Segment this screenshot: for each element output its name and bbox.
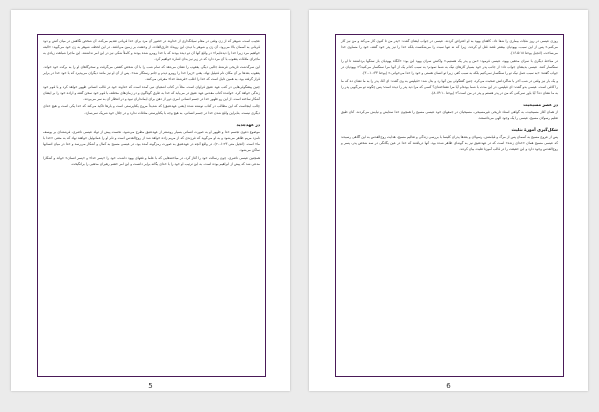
paragraph: در مباحثهٔ دیگری با سران مذهبی یهود، عیسی فرمود: «من و پدر یک هستیم.» واکنش سران یهود این بود: «آنگاه یهودیان باز سنگها برداشتند تا او را سنگسار کنند. عیسی بدیشان جواب داد: از جانب پدر خود بسیار کارهای نیک به شما نمودم؛ به سبب کدام یک از آنها مرا سنگسار می‌کنید؟» یهودیان در جواب گفتند: «به سبب عمل نیک تو را سنگسار نمی‌کنیم بلکه به سبب کفر، زیرا تو انسان هستی و خود را خدا می‌خوانی.» (یوحنا ۱۰:۳۳-۳۰).	[341, 58, 558, 75]
paragraph: پس از عروج مسیح به آسمان پس از مرگ و قیامتش، رسولان و بعدها پدران کلیسا با بررسی زندگی و تعالیم مسیح، هدایت روح‌القدس به این آگاهی رسیدند که عیسی مسیح همان «خدای زنده» است که در عهدعتیق نیز به گونه‌ای ظاهر شده بود. آنها دریافتند که خدا در عین یگانگی در سه شخص پدر، پسر و روح‌القدس وجود دارد و این حقیقت را در قالب آموزهٔ تثلیث بیان کردند.	[341, 135, 558, 152]
section-heading: در عهدجدید	[236, 121, 260, 127]
paragraph: روزی عیسی در روز شبّات بیماری را شفا داد. کاهنان یهود به او اعتراض کردند. عیسی در جواب ایشان گفت: «پدر من تا کنون کار می‌کند و من نیز کار می‌کنم.» پس از این سبب، یهودیان بیشتر قصد قتل او کردند، زیرا که نه تنها سبت را می‌شکست بلکه خدا را نیز پدر خود گفته، خود را مساوی خدا می‌ساخت. (انجیل یوحنا ۵:۱۸-۱۶).	[341, 39, 558, 56]
section-heading: در عصر مسیحیت	[523, 101, 558, 107]
page-5-text-frame	[37, 34, 266, 377]
paragraph: موضوع دعوی تجسم خدا و ظهور او به صورت انسانی بسیار روشنتر از عهدعتیق مطرح می‌شود. نخست پیش از تولد عیسی ناصری، فرشته‌ای بر یوسف نامزد مریم ظاهر می‌شود و به او می‌گوید که فرزندی که از مریم زاده خواهد شد از روح‌القدس است و نام او را عمانوئیل خواهند نهاد که به معنی «خدا با ما» است. (انجیل متی ۱:۲۳-۲۰). در واقع آنچه در عهدعتیق به صورت رمزگونه آمده بود، در عیسی مسیح به کمال و آشکار می‌رسد و خدا در میان انسانها ساکن می‌شود.	[43, 129, 260, 152]
paragraph: چالب اینجاست که این مطالب در کتاب نوشته شده (یعنی عهدعتیق) که شدیداً مروج یکتاپرستی است و بارها تاکید می‌کند که خدا یکی است و هیچ خدای دیگری نیست. بنابراین واقع شدن خدا در جسم انسانی، به هیچ وجه با یکتاپرستی منافات ندارد و در جلال خود شریک نمی‌سازد.	[43, 104, 260, 115]
page-number: 5	[148, 382, 153, 390]
paragraph: چنین پیشگوئی‌هایی در کتب عهد عتیق فراوان است. مثلاً در کتاب اشعیای نبی آمده است که خداوند خود در قالب انسانی ظهور خواهد کرد و با قوم خود زندگی خواهد کرد. خواننده کتاب مقدس عهد عتیق در می‌یابد که خدا به طرق گوناگون و در زمان‌های مختلف با قوم خود سخن گفته و اراده خود را بر ایشان آشکار ساخته است. از این رو ظهور خدا در جسم انسانی امری دور از ذهن برای ایمانداران نبود و در انتظار آن به سر می‌بردند.	[43, 84, 260, 101]
paragraph: عجیب است، شوهر که از زن وفتی در مقام سیانگذاری از خداوند در حضور آن مرد برای خدا قربانی تقدیم می‌کند، آن شخص نگاهش در میان آتش و دود قربانی به آسمان بالا می‌رود. آن زن و شوهر با دیدن این رویداد خارق‌العاده، از وحشت بر زمین می‌افتند. در این لحظه، شوهر به زن خود می‌گوید: «البته خواهیم مرد زیرا خدا را دیده‌ایم!» در واقع آنها آن دو دیده بودند که با خدا روبرو شده بودند و کاملاً شکی نیز در این امر نداشتند. این ماجرا شباهت زیادی به ماجرای ملاقات یعقوب با آن مرد دارد که در زیر نیز بدان اشاره خواهیم کرد.	[43, 39, 260, 62]
paragraph: همچنین عیسی ناصری، چون رسالت خود را آغاز کرد، در مباحثه‌هایی که با علما و فقهای یهود داشت، خود را «پسر خدا» و «پسر انسان» خواند و آشکارا مدعی شد که پیش از ابراهیم بوده است. به این ترتیب او خود را با خدای یگانه برابر دانست و این امر خشم رهبران مذهبی را برانگیخت.	[43, 155, 260, 166]
page-5	[11, 10, 290, 391]
section-heading: شکل‌گیری آموزهٔ تثلیث	[511, 127, 558, 133]
page-6	[309, 10, 588, 391]
paragraph: و یک بار نیز وقتی در شب آخر با شاگردانش صحبت می‌کرد، چنین گفتگوئی بین آنها رد و بدل شد: «فیلپس به وی گفت: ای آقا، پدر را به ما نشان ده که ما را کافی است. عیسی بدو گفت: ای فیلپس، در این مدت با شما بوده‌ام آیا مرا نشناخته‌ای؟ کسی که مرا دید پدر را دیده است؛ پس چگونه تو می‌گویی پدر را به ما نشان ده؟ آیا باور نمی‌کنی که من در پدر هستم و پدر در من است؟» (یوحنا ۱۴:۱۰-۸).	[341, 78, 558, 95]
page-number: 6	[446, 382, 451, 390]
page-6-text-frame	[335, 34, 564, 377]
paragraph: این سرگذشت تاریخی فرشتهٔ جالبی دیگر، یعقوب را نشان می‌دهد که تمام شب را با آن شخص کشتی می‌گرفت و سحرگاهان او را به برکت خود خواند. یعقوب بعدها بر آن مکان نام فنیئیل نهاد، یعنی «زیرا خدا را روبرو دیدم و جانم رستگار شد». پس از آن او نیز مانند دیگران می‌پذیرد که با خود خدا در برابر قرار گرفته بود. به همین دلیل است که خدا را اغلب «فرشتهٔ خدا» معرفی می‌کنند.	[43, 64, 260, 82]
paragraph: از همان آغاز مسیحیت، به گواهی اسناد تاریخی غیرمسیحی، مسیحیان در جمعهای خود عیسی مسیح را همچون خدا ستایش و نیایش می‌کردند. آنان طبق تعلیم رسولان مسیح، عیسی را یک وجود الهی می‌دانستند.	[341, 109, 558, 120]
